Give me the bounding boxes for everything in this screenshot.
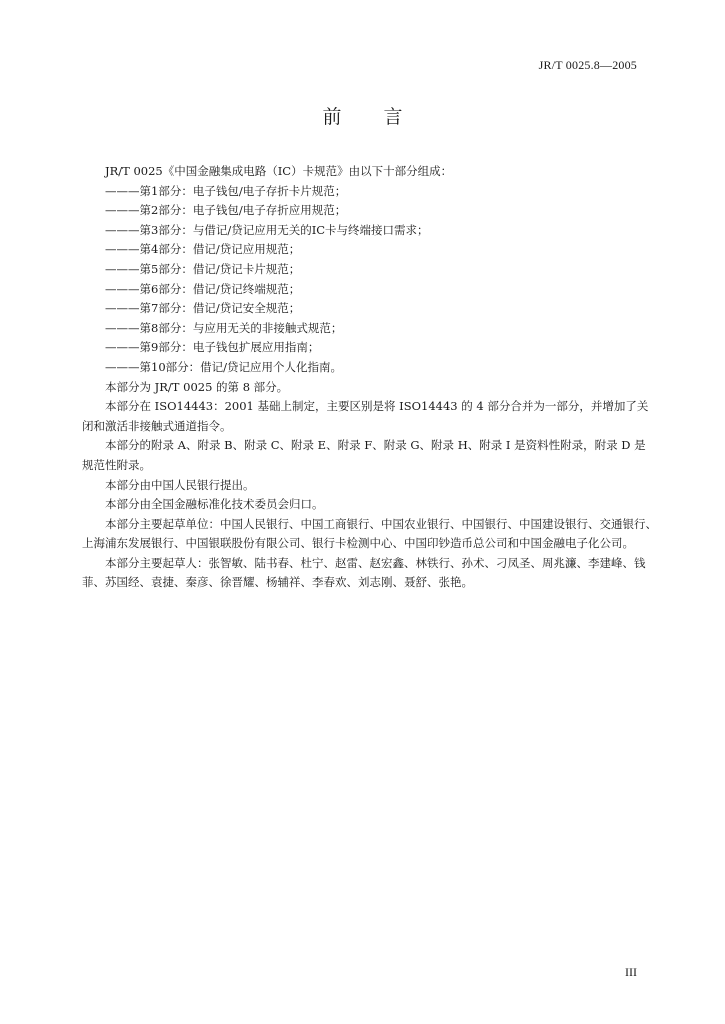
list-item: ———第9部分：电子钱包扩展应用指南；	[105, 340, 320, 355]
page-title: 前 言	[322, 106, 421, 128]
list-item: ———第2部分：电子钱包/电子存折应用规范；	[105, 203, 347, 218]
list-item: ———第6部分：借记/贷记终端规范；	[105, 281, 301, 296]
proposer-paragraph: 本部分由中国人民银行提出。	[105, 477, 255, 492]
committee-paragraph: 本部分由全国金融标准化技术委员会归口。	[105, 497, 324, 512]
part-statement: 本部分为 JR/T 0025 的第 8 部分。	[105, 379, 289, 394]
page-number: III	[625, 965, 637, 979]
basis-paragraph: 本部分在 ISO14443：2001 基础上制定，主要区别是将 ISO14443 的 4 部分合并为一部分，并增加了关闭和激活非接触式通道指令。	[82, 399, 649, 433]
list-item: ———第8部分：与应用无关的非接触式规范；	[105, 320, 343, 335]
drafting-units-paragraph: 本部分主要起草单位：中国人民银行、中国工商银行、中国农业银行、中国银行、中国建设银行、交通银行、上海浦东发展银行、中国银联股份有限公司、银行卡检测中心、中国印钞造币总公司和中国金融电子化公司。	[82, 516, 657, 551]
list-item: ———第7部分：借记/贷记安全规范；	[105, 301, 301, 316]
standard-code: JR/T 0025.8—2005	[538, 58, 637, 72]
list-item: ———第3部分：与借记/贷记应用无关的IC卡与终端接口需求；	[105, 222, 429, 237]
list-item: ———第10部分：借记/贷记应用个人化指南。	[105, 359, 343, 374]
list-item: ———第5部分：借记/贷记卡片规范；	[105, 261, 301, 276]
list-item: ———第1部分：电子钱包/电子存折卡片规范；	[105, 183, 347, 198]
appendix-paragraph: 本部分的附录 A、附录 B、附录 C、附录 E、附录 F、附录 G、附录 H、附录 I 是资料性附录，附录 D 是规范性附录。	[82, 438, 646, 472]
drafters-paragraph: 本部分主要起草人：张智敏、陆书春、杜宁、赵雷、赵宏鑫、林铁行、孙术、刁凤圣、周兆濂、李建峰、钱菲、苏国经、袁捷、秦彦、徐晋耀、杨辅祥、李春欢、刘志刚、聂舒、张艳。	[82, 555, 646, 590]
parts-list	[82, 182, 657, 378]
list-item: ———第4部分：借记/贷记应用规范；	[105, 242, 301, 257]
document-body	[82, 162, 657, 593]
intro-paragraph: JR/T 0025《中国金融集成电路（IC）卡规范》由以下十部分组成：	[105, 164, 453, 178]
